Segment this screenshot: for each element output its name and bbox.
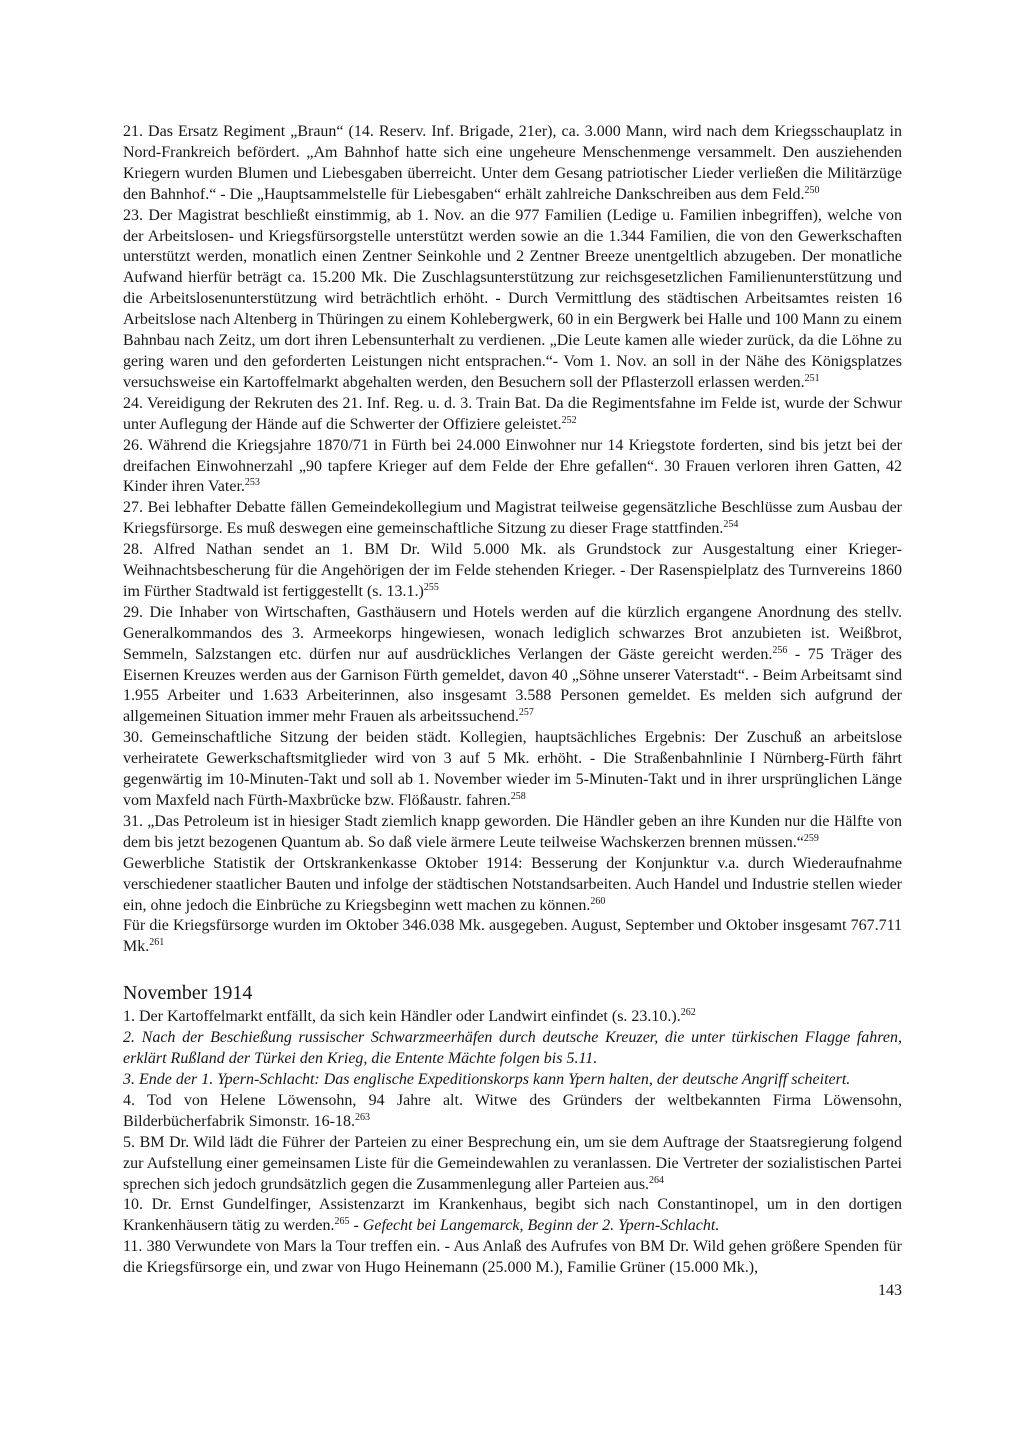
footnote-reference: 259	[803, 832, 819, 844]
text-segment: 28. Alfred Nathan sendet an 1. BM Dr. Wild 5.000 Mk. als Grundstock zur Ausgestaltung einer Krieger-Weihnachtsbescherung für die Angehörigen der im Felde stehenden Krieger. - Der Rasenspielplatz des Turnvereins 1860 im Fürther Stadtwald ist fertiggestellt (s. 13.1.)	[123, 541, 902, 600]
footnote-reference: 262	[680, 1007, 696, 1019]
paragraph	[123, 1070, 902, 1091]
paragraph	[123, 206, 902, 394]
paragraph	[123, 1237, 902, 1279]
text-segment: - 75 Träger des Eisernen Kreuzes werden aus der Garnison Fürth gemeldet, davon 40 „Söhne unserer Vaterstadt“. - Beim Arbeitsamt sind 1.955 Arbeiter und 1.633 Arbeiterinnen, also insgesamt 3.588 Personen gemeldet. Es melden sich aufgrund der allgemeinen Situation immer mehr Frauen als arbeitssuchend.	[123, 645, 903, 726]
footnote-reference: 258	[510, 791, 526, 802]
footnote-reference: 252	[561, 414, 577, 426]
text-segment: Gewerbliche Statistik der Ortskrankenkasse Oktober 1914: Besserung der Konjunktur v.a. durch Wiederaufnahme verschiedener staatlicher Bauten und infolge der städtischen Notstandsarbeiten. Auch Handel und Industrie stellen wieder ein, ohne jedoch die Einbrüche zu Kriegsbeginn wett machen zu können.	[123, 854, 902, 914]
footnote-reference: 260	[590, 895, 606, 907]
paragraph	[123, 728, 902, 812]
paragraph	[123, 394, 902, 436]
document-body	[123, 122, 902, 1302]
footnote-reference: 263	[354, 1111, 370, 1123]
italic-text-segment: 3. Ende der 1. Ypern-Schlacht: Das englische Expeditionskorps kann Ypern halten, der deutsche Angriff scheitert.	[123, 1070, 851, 1088]
text-segment: 27. Bei lebhafter Debatte fällen Gemeindekollegium und Magistrat teilweise gegensätzliche Beschlüsse zum Ausbau der Kriegsfürsorge. Es muß deswegen eine gemeinschaftliche Sitzung zu dieser Frage stattfinden.	[123, 499, 902, 538]
paragraph	[123, 498, 902, 540]
paragraph	[123, 540, 902, 603]
paragraph	[123, 1028, 902, 1070]
text-segment: -	[349, 1217, 363, 1235]
paragraph	[123, 122, 902, 206]
text-segment: 23. Der Magistrat beschließt einstimmig, ab 1. Nov. an die 977 Familien (Ledige u. Familien inbegriffen), welche von der Arbeitslosen- und Kriegsfürsorgstelle unterstützt werden sowie an die 1.344 Familien, die von den Gewerkschaften unterstützt werden, monatlich einen Zentner Seinkohle und 2 Zentner Breeze unentgeltlich abzugeben. Der monatliche Aufwand hierfür beträgt ca. 15.200 Mk. Die Zuschlagsunterstützung zur reichsgesetzlichen Familienunterstützung und die Arbeitslosenunterstützung wird beträchtlich erhöht. - Durch Vermittlung des städtischen Arbeitsamtes reisten 16 Arbeitslose nach Altenberg in Thüringen zu einem Kohlebergwerk, 60 in ein Bergwerk bei Halle und 100 Mann zu einem Bahnbau nach Zeitz, um dort ihren Lebensunterhalt zu verdienen. „Die Leute kamen alle wieder zurück, da die Löhne zu gering waren und den geforderten Leistungen nicht entsprachen.“- Vom 1. Nov. an soll in der Nähe des Königsplatzes versuchsweise ein Kartoffelmarkt abgehalten werden, den Besuchern soll der Pflasterzoll erlassen werden.	[123, 206, 902, 391]
paragraph	[123, 1007, 902, 1028]
text-segment: 4. Tod von Helene Löwensohn, 94 Jahre alt. Witwe des Gründers der weltbekannten Firma Löwensohn, Bilderbücherfabrik Simonstr. 16-18.	[123, 1091, 902, 1130]
footnote-reference: 264	[649, 1174, 665, 1186]
footnote-reference: 255	[423, 581, 439, 593]
paragraph	[123, 1195, 902, 1237]
paragraph	[123, 812, 902, 854]
text-segment: 24. Vereidigung der Rekruten des 21. Inf. Reg. u. d. 3. Train Bat. Da die Regimentsfahne im Felde ist, wurde der Schwur unter Auflegung der Hände auf die Schwerter der Offiziere geleistet.	[123, 394, 902, 433]
text-segment: Für die Kriegsfürsorge wurden im Oktober 346.038 Mk. ausgegeben. August, September und Oktober insgesamt 767.711 Mk.	[123, 917, 902, 956]
footnote-reference: 261	[149, 937, 165, 949]
paragraph	[123, 436, 902, 499]
footnote-reference: 265	[334, 1216, 350, 1228]
paragraph	[123, 1133, 902, 1196]
text-segment: 21. Das Ersatz Regiment „Braun“ (14. Reserv. Inf. Brigade, 21er), ca. 3.000 Mann, wird nach dem Kriegsschauplatz in Nord-Frankreich befördert. „Am Bahnhof hatte sich eine ungeheure Menschenmenge versammelt. Den ausziehenden Kriegern wurden Blumen und Liebesgaben überreicht. Unter dem Gesang patriotischer Lieder verließen die Militärzüge den Bahnhof.“ - Die „Hauptsammelstelle für Liebesgaben“ erhält zahlreiche Dankschreiben aus dem Feld.	[123, 123, 902, 203]
text-segment: 29. Die Inhaber von Wirtschaften, Gasthäusern und Hotels werden auf die kürzlich ergangene Anordnung des stellv. Generalkommandos des 3. Armeekorps hingewiesen, wonach lediglich schwarzes Brot anzubieten ist. Weißbrot, Semmeln, Salzstangen etc. dürfen nur auf ausdrückliches Verlangen der Gäste gereicht werden.	[123, 603, 902, 663]
text-segment: November 1914	[123, 982, 253, 1005]
text-segment: 11. 380 Verwundete von Mars la Tour treffen ein. - Aus Anlaß des Aufrufes von BM Dr. Wild gehen größere Spenden für die Kriegsfürsorge ein, und zwar von Hugo Heinemann (25.000 M.), Familie Grüner (15.000 Mk.),	[123, 1238, 902, 1277]
footnote-reference: 250	[804, 184, 820, 196]
footnote-reference: 251	[804, 372, 820, 384]
section-gap	[123, 958, 902, 979]
paragraph	[123, 1091, 902, 1133]
text-segment: 1. Der Kartoffelmarkt entfällt, da sich kein Händler oder Landwirt einfindet (s. 23.10.).	[123, 1008, 681, 1026]
italic-text-segment: 2. Nach der Beschießung russischer Schwarzmeerhäfen durch deutsche Kreuzer, die unter türkischen Flagge fahren, erklärt Rußland der Türkei den Krieg, die Entente Mächte folgen bis 5.11.	[123, 1029, 902, 1068]
footnote-reference: 257	[518, 707, 534, 719]
footnote-reference: 254	[723, 519, 739, 531]
paragraph	[123, 603, 902, 728]
paragraph	[123, 854, 902, 917]
paragraph	[123, 916, 902, 958]
page-number: 143	[878, 1282, 902, 1300]
footnote-reference: 256	[772, 644, 788, 656]
text-segment: 10. Dr. Ernst Gundelfinger, Assistenzarzt im Krankenhaus, begibt sich nach Constantinopel, um in den dortigen Krankenhäusern tätig zu werden.	[123, 1196, 902, 1235]
footnote-reference: 253	[244, 477, 260, 489]
text-segment: 30. Gemeinschaftliche Sitzung der beiden städt. Kollegien, hauptsächliches Ergebnis: Der Zuschuß an arbeitslose verheiratete Gewerkschaftsmitglieder wird von 3 auf 5 Mk. erhöht. - Die Straßenbahnlinie I Nürnberg-Fürth fährt gegenwärtig im 10-Minuten-Takt und soll ab 1. November wieder im 5-Minuten-Takt und in ihrer ursprünglichen Länge vom Maxfeld nach Fürth-Maxbrücke bzw. Flößaustr. fahren.	[123, 729, 902, 809]
italic-text-segment: Gefecht bei Langemarck, Beginn der 2. Ypern-Schlacht.	[362, 1217, 720, 1235]
text-segment: 31. „Das Petroleum ist in hiesiger Stadt ziemlich knapp geworden. Die Händler geben an ihre Kunden nur die Hälfte von dem bis jetzt bezogenen Quantum ab. So daß viele ärmere Leute teilweise Wachskerzen brennen müssen.“	[123, 812, 902, 851]
section-heading	[123, 979, 902, 1007]
text-segment: 5. BM Dr. Wild lädt die Führer der Parteien zu einer Besprechung ein, um sie dem Auftrage der Staatsregierung folgend zur Aufstellung einer gemeinsamen Liste für die Gemeindewahlen zu veranlassen. Die Vertreter der sozialistischen Partei sprechen sich jedoch grundsätzlich gegen die Zusammenlegung aller Parteien aus.	[123, 1133, 902, 1193]
text-segment: 26. Während die Kriegsjahre 1870/71 in Fürth bei 24.000 Einwohner nur 14 Kriegstote forderten, sind bis jetzt bei der dreifachen Einwohnerzahl „90 tapfere Krieger auf dem Felde der Ehre gefallen“. 30 Frauen verloren ihren Gatten, 42 Kinder ihren Vater.	[123, 436, 902, 496]
